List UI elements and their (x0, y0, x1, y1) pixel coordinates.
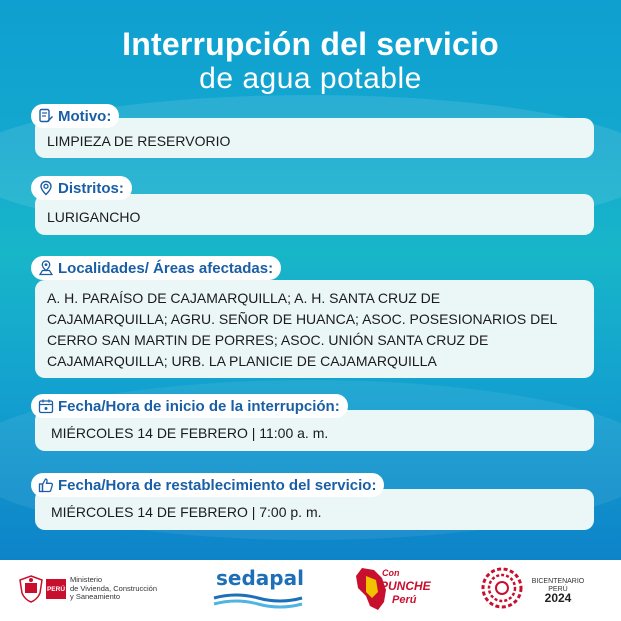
sedapal-logo (212, 566, 307, 612)
sedapal-wordmark: sedapal (216, 566, 304, 590)
peru-label: PERÚ (46, 579, 66, 599)
thumbs-up-icon (37, 476, 55, 494)
localidades-box (35, 280, 594, 378)
motivo-box (35, 118, 594, 158)
localidades-line: A. H. PARAÍSO DE CAJAMARQUILLA; A. H. SANTA CRUZ DE (47, 290, 441, 306)
peru-shield-icon (18, 575, 44, 603)
ministry-line: de Vivienda, Construcción (70, 583, 157, 593)
bicentenario-text (526, 578, 590, 605)
bicentenario-line2: PERÚ (548, 586, 568, 593)
localidades-line: CAJAMARQUILLA; URB. LA PLANICIE DE CAJAMARQUILLA (47, 353, 437, 369)
bicentenario-year: 2024 (544, 591, 572, 605)
campaign-line3: Perú (392, 594, 417, 606)
inicio-label-tag (31, 394, 348, 418)
bicentenario-line1: BICENTENARIO (531, 578, 585, 585)
inicio-label: Fecha/Hora de inicio de la interrupción: (58, 397, 340, 415)
ministry-line: Ministerio (70, 575, 103, 584)
distritos-box (35, 194, 594, 235)
localidades-line: CAJAMARQUILLA; AGRU. SEÑOR DE HUANCA; ASOC. POSESIONARIOS DEL (47, 311, 558, 327)
ministry-name (70, 576, 168, 602)
distritos-label: Distritos: (58, 179, 124, 197)
campaign-line2: PUNCHE (380, 579, 431, 593)
location-pin-icon (37, 179, 55, 197)
motivo-label: Motivo: (58, 107, 112, 125)
bicentenario-emblem-icon (480, 566, 524, 610)
campaign-logo (352, 564, 434, 616)
sedapal-waves-icon (212, 592, 304, 610)
restablecimiento-label: Fecha/Hora de restablecimiento del servicio: (58, 476, 377, 494)
bicentenario-logo (480, 566, 610, 612)
inicio-value: MIÉRCOLES 14 DE FEBRERO | 11:00 a. m. (51, 425, 329, 441)
page-subtitle: de agua potable (199, 62, 422, 95)
localidades-label-tag (31, 256, 281, 280)
restablecimiento-label-tag (31, 473, 384, 497)
calendar-icon (37, 397, 55, 415)
area-pin-icon (37, 259, 55, 277)
ministry-logo (18, 575, 168, 605)
page-title: Interrupción del servicio (122, 26, 499, 62)
document-edit-icon (37, 107, 55, 125)
motivo-label-tag (31, 104, 119, 128)
distritos-value: LURIGANCHO (47, 209, 141, 225)
campaign-line1: Con (382, 568, 400, 578)
footer-logos (0, 560, 621, 621)
ministry-line: y Saneamiento (70, 592, 121, 601)
localidades-line: CERRO SAN MARTIN DE PORRES; ASOC. UNIÓN SANTA CRUZ DE (47, 332, 489, 348)
motivo-value: LIMPIEZA DE RESERVORIO (47, 132, 231, 149)
distritos-label-tag (31, 176, 132, 200)
restablecimiento-value: MIÉRCOLES 14 DE FEBRERO | 7:00 p. m. (51, 504, 322, 520)
localidades-label: Localidades/ Áreas afectadas: (58, 259, 274, 277)
